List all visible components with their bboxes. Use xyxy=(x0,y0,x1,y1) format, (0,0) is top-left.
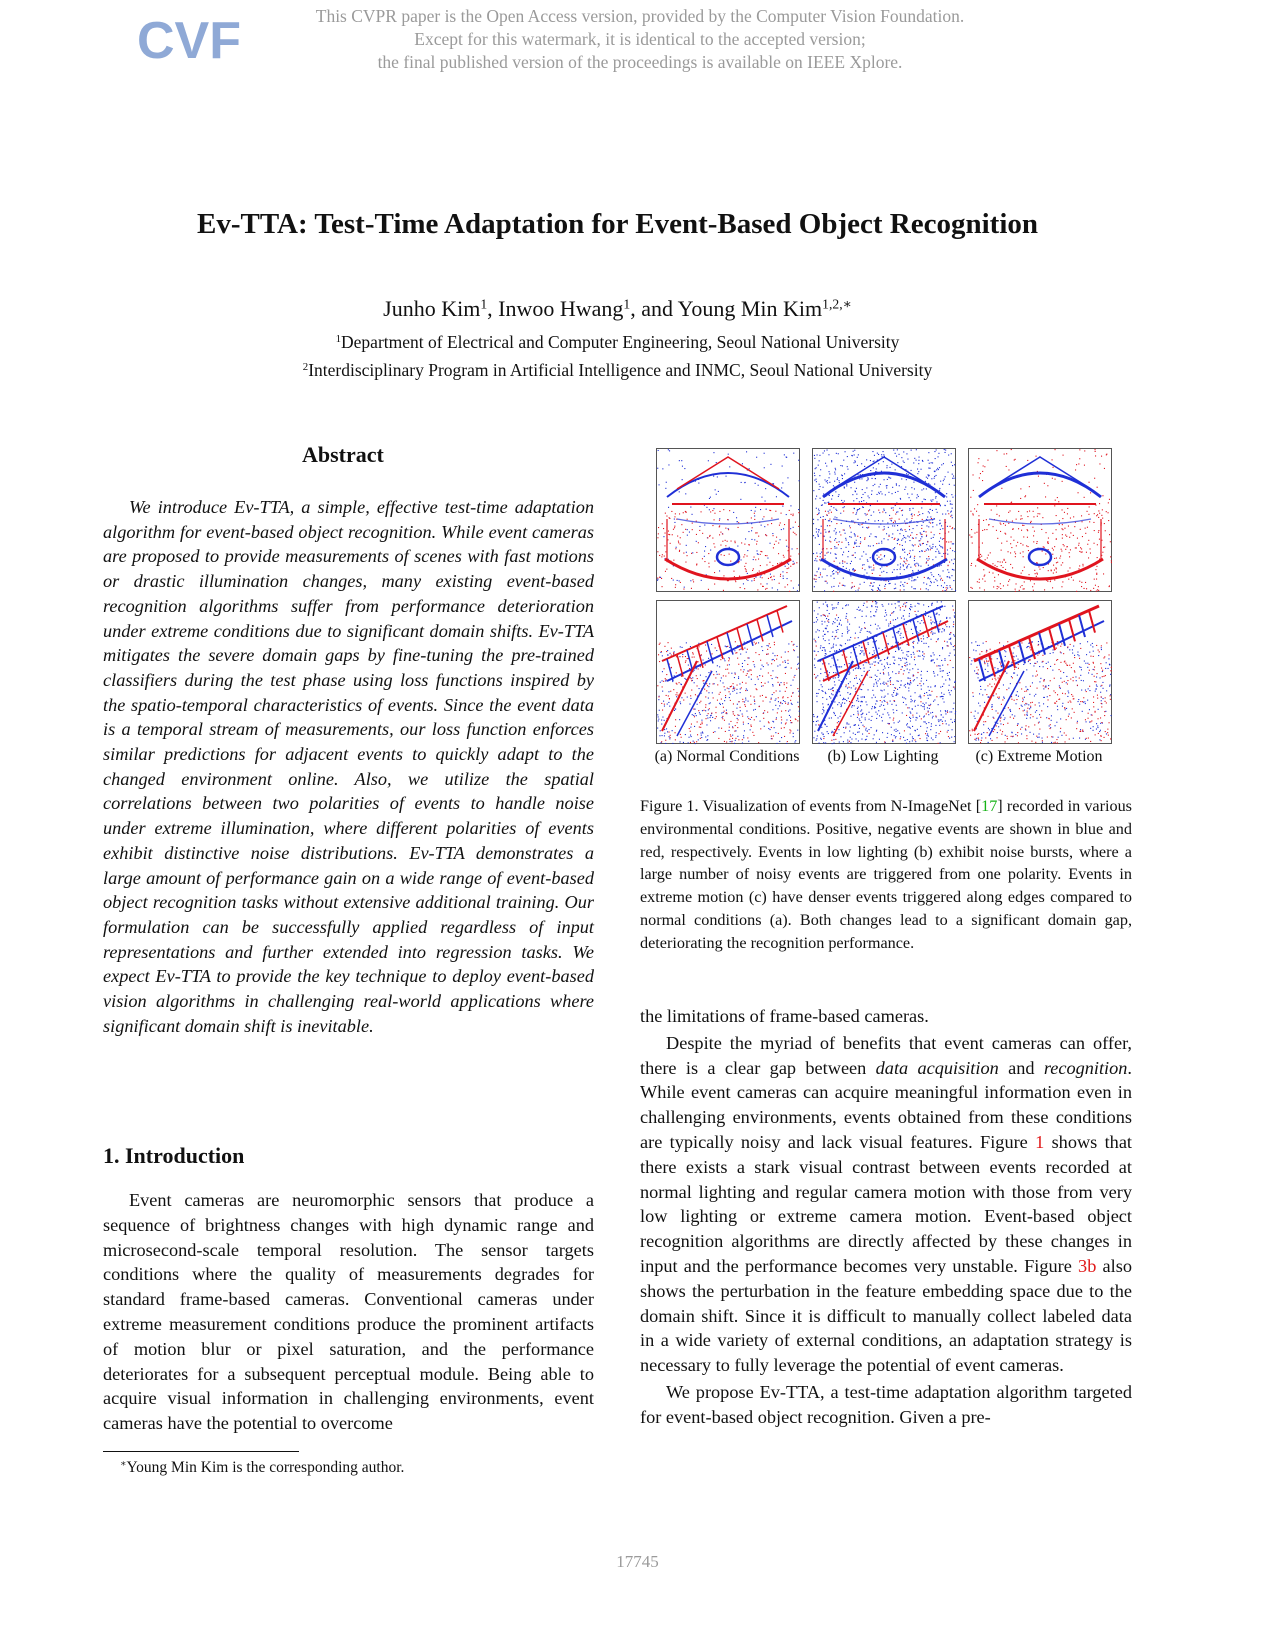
watermark-line-3: the final published version of the proceedings is available on IEEE Xplore. xyxy=(377,52,903,72)
figure-ref-link[interactable]: 1 xyxy=(1035,1131,1045,1152)
footnote xyxy=(120,1459,404,1477)
cvf-logo xyxy=(135,6,241,76)
intro-paragraph-1: Event cameras are neuromorphic sensors that produce a sequence of brightness changes with high dynamic range and microsecond-scale temporal resolution. The sensor targets conditions where the quality of measurements degrades for standard frame-based cameras. Conventional cameras under extreme measurement conditions produce the prominent artifacts of motion blur or pixel saturation, and the performance deteriorates for a subsequent perceptual module. Being able to acquire visual information in challenging environments, event cameras have the potential to overcome xyxy=(103,1190,594,1434)
affiliation-text: Interdisciplinary Program in Artificial Intelligence and INMC, Seoul National University xyxy=(308,360,933,380)
introduction-left-body xyxy=(103,1188,594,1436)
author-name: Inwoo Hwang xyxy=(498,296,624,321)
subcaption-a: (a) Normal Conditions xyxy=(654,748,800,765)
affiliation-sup: 2 xyxy=(302,361,309,374)
abstract-body xyxy=(103,495,594,1038)
figure-panel-c-top xyxy=(968,448,1112,592)
citation-link[interactable]: 17 xyxy=(981,797,998,815)
caption-post: ] recorded in various environmental conditions. Positive, negative events are shown in blue and red, respectively. Events in low lighting (b) exhibit noise bursts, where a large number of noisy events are triggered from one polarity. Events in extreme motion (c) have denser events triggered along edges compared to normal conditions (a). Both changes lead to a significant domain gap, deteriorating the recognition performance. xyxy=(640,797,1132,952)
introduction-heading: 1. Introduction xyxy=(103,1143,245,1168)
author-separator: , and xyxy=(630,296,678,321)
para2-text: Despite the myriad of benefits that event cameras can offer, there is a clear gap between xyxy=(640,1032,1132,1078)
subcaption-c: (c) Extreme Motion xyxy=(975,748,1103,765)
page-number: 17745 xyxy=(616,1552,659,1571)
author-sup: 1 xyxy=(480,296,488,312)
affiliation-2 xyxy=(80,360,1155,381)
footnote-text: Young Min Kim is the corresponding author. xyxy=(126,1459,405,1476)
author-name: Young Min Kim xyxy=(677,296,823,321)
para2-text: shows that there exists a stark visual contrast between events recorded at normal lighting and regular camera motion with those from very low lighting or extreme camera motion. Event-based object recognition algorithms are directly affected by these changes in input and the performance becomes very unstable. Figure xyxy=(640,1131,1133,1276)
para2-text: and xyxy=(998,1057,1044,1078)
author-separator: , xyxy=(487,296,499,321)
author-sup: 1,2,∗ xyxy=(822,296,852,312)
caption-text xyxy=(640,795,1132,955)
abstract-text: We introduce Ev-TTA, a simple, effective test-time adaptation algorithm for event-based object recognition. While event cameras are proposed to provide measurements of scenes with fast motions or drastic illumination changes, many existing event-based recognition algorithms suffer from performance deterioration under extreme conditions due to significant domain shifts. Ev-TTA mitigates the severe domain gaps by fine-tuning the pre-trained classifiers during the test phase using loss functions inspired by the spatio-temporal characteristics of events. Since the event data is a temporal stream of measurements, our loss function enforces similar predictions for adjacent events to quickly adapt to the changed environment online. Also, we utilize the spatial correlations between two polarities of events to handle noise under extreme illumination, where different polarities of events exhibit distinctive noise distributions. Ev-TTA demonstrates a large amount of performance gain on a wide range of event-based object recognition tasks without extensive additional training. Our formulation can be successfully applied regardless of input representations and further extended into regression tasks. We expect Ev-TTA to provide the key technique to deploy event-based vision algorithms in challenging real-world applications where significant domain shift is inevitable. xyxy=(103,497,594,1036)
caption-pre: Figure 1. Visualization of events from N-ImageNet [ xyxy=(640,797,982,815)
footnote-rule xyxy=(103,1451,299,1452)
figure-panel-a-bottom xyxy=(656,600,800,744)
subcaption-b: (b) Low Lighting xyxy=(827,748,939,765)
figure-ref-link[interactable]: 3b xyxy=(1078,1255,1097,1276)
figure-panel-a-top xyxy=(656,448,800,592)
author-name: Junho Kim xyxy=(383,296,481,321)
figure-1-caption xyxy=(640,795,1132,955)
intro-paragraph-1-continued: the limitations of frame-based cameras. xyxy=(640,1006,929,1026)
cvf-logo-text: CVF xyxy=(137,12,241,70)
affiliation-sup: 1 xyxy=(335,333,342,346)
footnote-mark: ∗ xyxy=(120,1458,127,1470)
para2-text: . While event cameras can acquire meaningful information even in challenging environments, events obtained from these conditions are typically noisy and lack visual features. Figure xyxy=(640,1057,1132,1152)
paper-title: Ev-TTA: Test-Time Adaptation for Event-Based Object Recognition xyxy=(196,208,1038,240)
figure-panel-b-bottom xyxy=(812,600,956,744)
figure-panel-c-bottom xyxy=(968,600,1112,744)
intro-paragraph-3: We propose Ev-TTA, a test-time adaptation algorithm targeted for event-based object recognition. Given a pre- xyxy=(640,1381,1132,1427)
watermark-line-1: This CVPR paper is the Open Access version, provided by the Computer Vision Foundation. xyxy=(315,6,965,26)
author-sup: 1 xyxy=(623,296,631,312)
watermark-line-2: Except for this watermark, it is identical to the accepted version; xyxy=(414,29,866,49)
figure-panel-b-top xyxy=(812,448,956,592)
author-list xyxy=(80,296,1155,322)
intro-paragraph-2 xyxy=(640,1031,1132,1378)
para2-emphasis: recognition xyxy=(1043,1057,1128,1078)
abstract-heading: Abstract xyxy=(302,442,384,467)
introduction-right-body xyxy=(640,1004,1132,1430)
para2-emphasis: data acquisition xyxy=(875,1057,999,1078)
affiliation-1 xyxy=(80,332,1155,353)
para2-text: also shows the perturbation in the feature embedding space due to the domain shift. Since it is difficult to manually collect labeled data in a wide variety of external conditions, an adaptation strategy is necessary to fully leverage the potential of event cameras. xyxy=(640,1255,1132,1376)
affiliation-text: Department of Electrical and Computer Engineering, Seoul National University xyxy=(341,332,900,352)
